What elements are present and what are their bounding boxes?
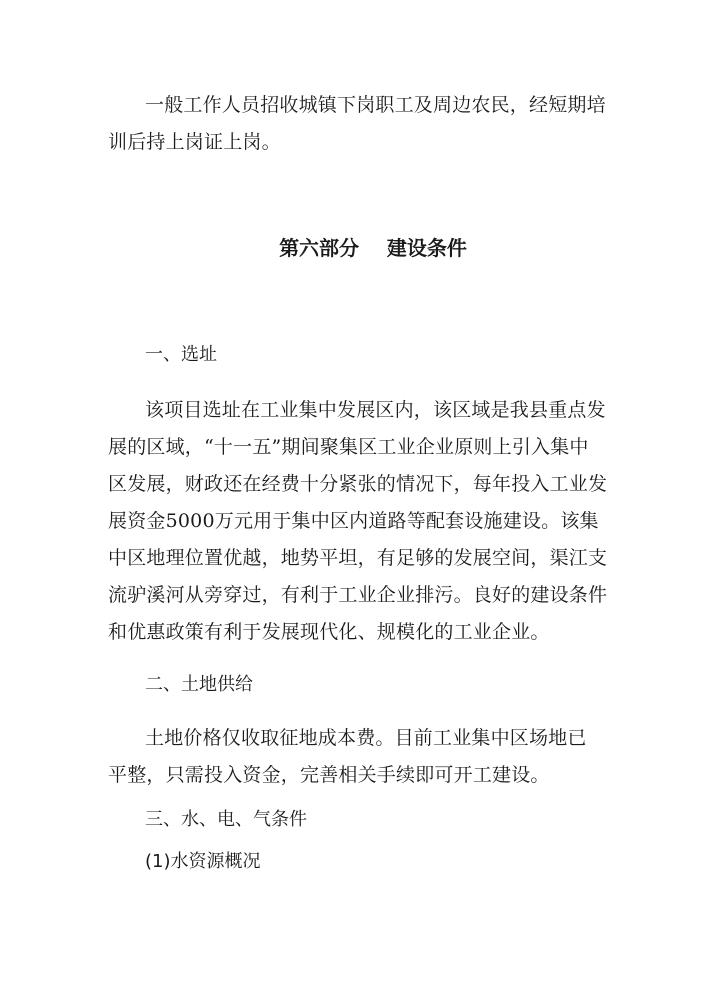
section-heading-utilities: 三、水、电、气条件 [145,809,307,830]
site-line-2: 展的区域，“十一五”期间聚集区工业企业原则上引入集中 [108,436,589,458]
land-line-2: 平整，只需投入资金，完善相关手续即可开工建设。 [108,764,550,786]
site-line-5: 中区地理位置优越，地势平坦，有足够的发展空间，渠江支 [108,547,608,569]
section-heading-site: 一、选址 [145,344,217,365]
site-line-6: 流驴溪河从旁穿过，有利于工业企业排污。良好的建设条件 [108,584,608,606]
site-line-3: 区发展，财政还在经费十分紧张的情况下，每年投入工业发 [108,473,608,495]
section-heading-land: 二、土地供给 [145,674,253,695]
land-line-1: 土地价格仅收取征地成本费。目前工业集中区场地已 [145,727,587,749]
site-line-7: 和优惠政策有利于发展现代化、规模化的工业企业。 [108,621,550,643]
subheading-water: (1)水资源概况 [145,851,261,872]
site-line-4: 展资金5000万元用于集中区内道路等配套设施建设。该集 [108,510,599,532]
site-line-1: 该项目选址在工业集中发展区内，该区域是我县重点发 [145,399,606,421]
intro-line-1: 一般工作人员招收城镇下岗职工及周边农民，经短期培 [145,94,606,116]
part-title: 第六部分 建设条件 [279,236,467,260]
intro-line-2: 训后持上岗证上岗。 [108,131,281,153]
